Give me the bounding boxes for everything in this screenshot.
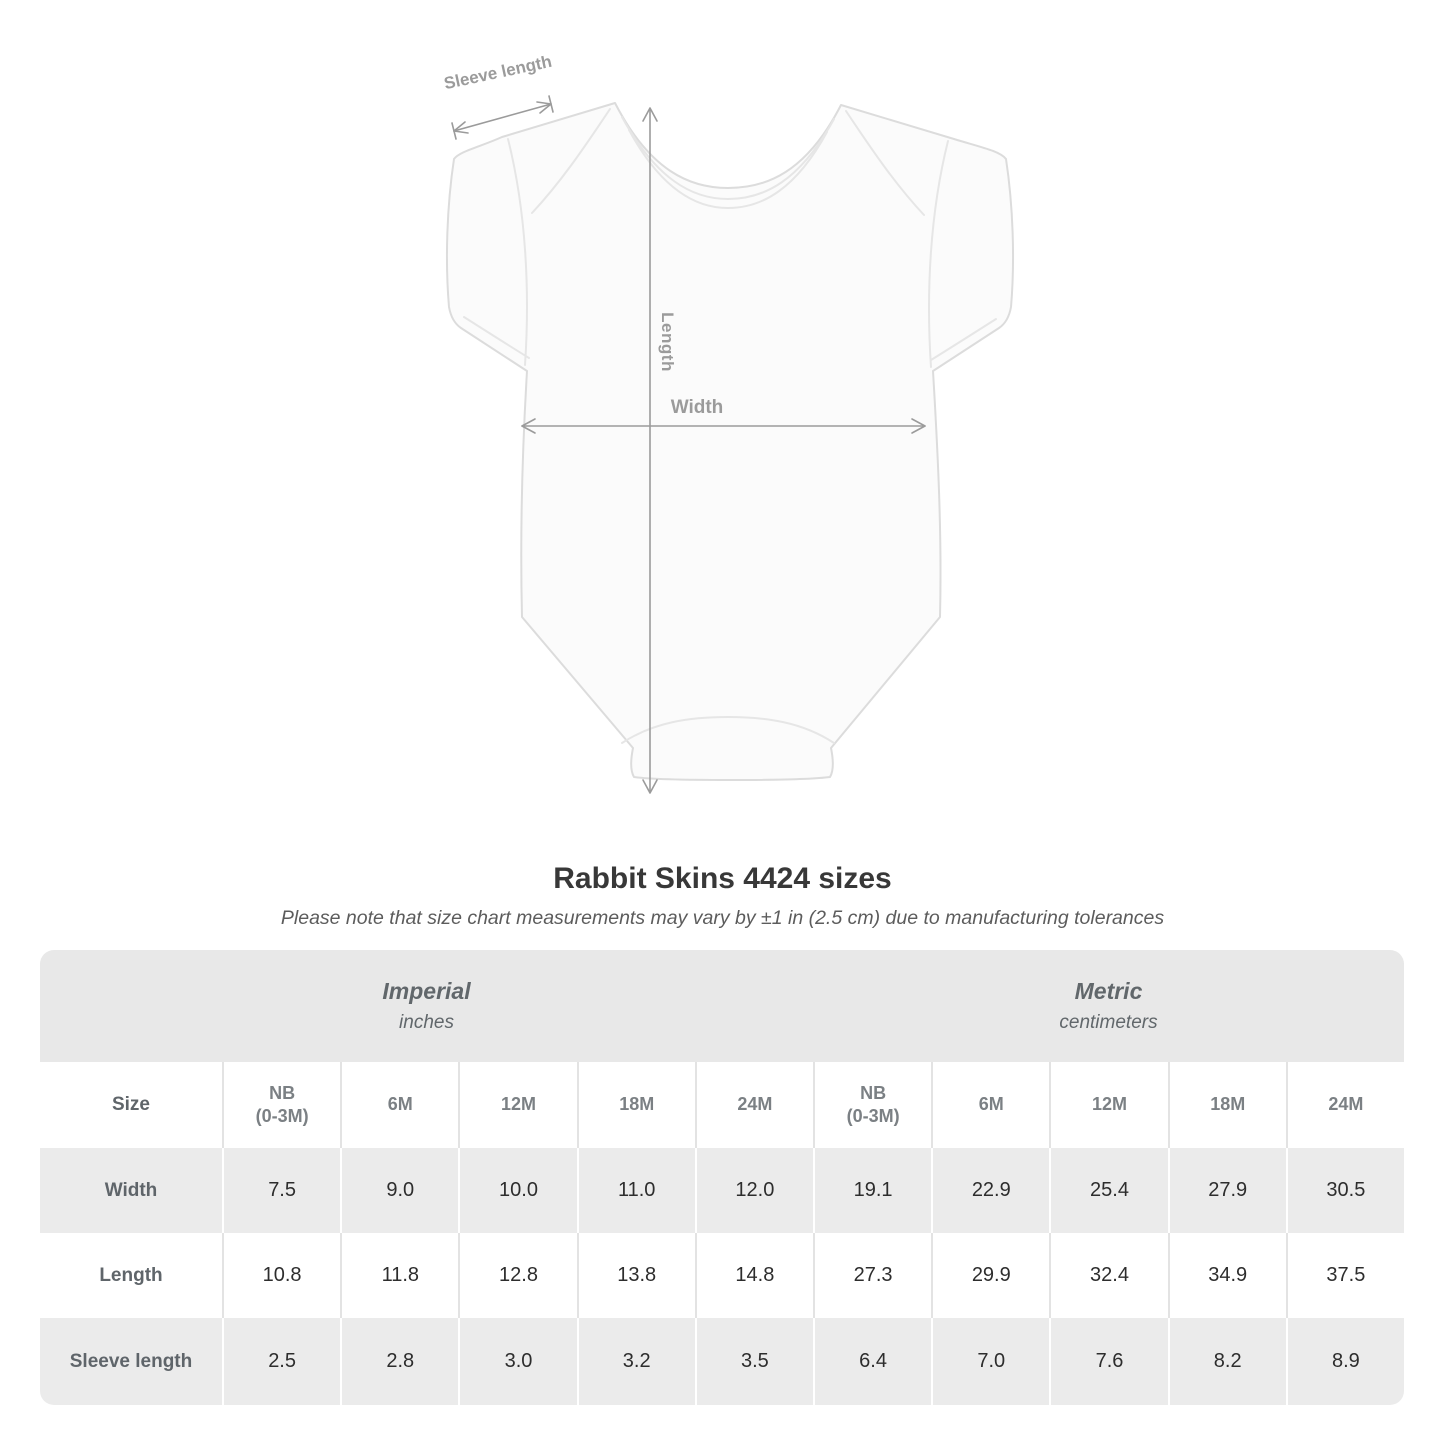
value-cell: 7.6 — [1049, 1318, 1167, 1405]
onesie-body — [447, 103, 1013, 780]
value-cell: 30.5 — [1286, 1148, 1404, 1233]
width-label: Width — [670, 397, 724, 418]
value-cell: 29.9 — [931, 1233, 1049, 1318]
imperial-label: Imperial — [382, 978, 471, 1004]
value-cell: 8.2 — [1168, 1318, 1286, 1405]
onesie-illustration — [410, 75, 1060, 805]
value-cell: 25.4 — [1049, 1148, 1167, 1233]
value-cell: 2.5 — [222, 1318, 340, 1405]
value-cell: 14.8 — [695, 1233, 813, 1318]
header-imperial-12m: 12M — [458, 1062, 576, 1148]
size-column-header: Size — [111, 1094, 151, 1115]
value-cell: 7.0 — [931, 1318, 1049, 1405]
value-cell: 12.8 — [458, 1233, 576, 1318]
value-cell: 34.9 — [1168, 1233, 1286, 1318]
header-imperial-18m: 18M — [577, 1062, 695, 1148]
value-cell: 19.1 — [813, 1148, 931, 1233]
value-cell: 3.5 — [695, 1318, 813, 1405]
value-cell: 22.9 — [931, 1148, 1049, 1233]
value-cell: 8.9 — [1286, 1318, 1404, 1405]
value-cell: 27.9 — [1168, 1148, 1286, 1233]
header-imperial-6m: 6M — [340, 1062, 458, 1148]
unit-system-header-row — [40, 950, 1404, 1062]
sleeve-length-label: Sleeve length — [442, 51, 554, 94]
row-label-length: Length — [99, 1264, 163, 1286]
page-subtitle: Please note that size chart measurements may vary by ±1 in (2.5 cm) due to manufacturing tolerances — [280, 907, 1165, 929]
value-cell: 2.8 — [340, 1318, 458, 1405]
value-cell: 9.0 — [340, 1148, 458, 1233]
row-label-sleeve-length: Sleeve length — [69, 1350, 193, 1372]
imperial-unit: inches — [399, 1012, 454, 1033]
value-cell: 32.4 — [1049, 1233, 1167, 1318]
header-imperial-24m: 24M — [695, 1062, 813, 1148]
header-metric-nb: NB (0-3M) — [813, 1062, 931, 1148]
header-metric-6m: 6M — [931, 1062, 1049, 1148]
table-row-sleeve-length — [40, 1318, 1404, 1405]
metric-unit: centimeters — [1059, 1012, 1158, 1033]
page-title: Rabbit Skins 4424 sizes — [553, 862, 892, 895]
row-label-width: Width — [104, 1179, 158, 1201]
size-header-row — [40, 1062, 1404, 1148]
header-metric-12m: 12M — [1049, 1062, 1167, 1148]
value-cell: 3.2 — [577, 1318, 695, 1405]
metric-section-header — [813, 950, 1404, 1062]
value-cell: 6.4 — [813, 1318, 931, 1405]
table-row-length — [40, 1233, 1404, 1318]
value-cell: 7.5 — [222, 1148, 340, 1233]
size-table — [40, 950, 1404, 1405]
header-metric-18m: 18M — [1168, 1062, 1286, 1148]
value-cell: 27.3 — [813, 1233, 931, 1318]
value-cell: 12.0 — [695, 1148, 813, 1233]
value-cell: 10.8 — [222, 1233, 340, 1318]
value-cell: 11.0 — [577, 1148, 695, 1233]
value-cell: 10.0 — [458, 1148, 576, 1233]
imperial-section-header — [40, 950, 813, 1062]
value-cell: 13.8 — [577, 1233, 695, 1318]
header-metric-24m: 24M — [1286, 1062, 1404, 1148]
table-row-width — [40, 1148, 1404, 1233]
length-label: Length — [658, 312, 677, 372]
value-cell: 3.0 — [458, 1318, 576, 1405]
header-imperial-nb: NB (0-3M) — [222, 1062, 340, 1148]
metric-label: Metric — [1074, 978, 1143, 1004]
value-cell: 37.5 — [1286, 1233, 1404, 1318]
value-cell: 11.8 — [340, 1233, 458, 1318]
